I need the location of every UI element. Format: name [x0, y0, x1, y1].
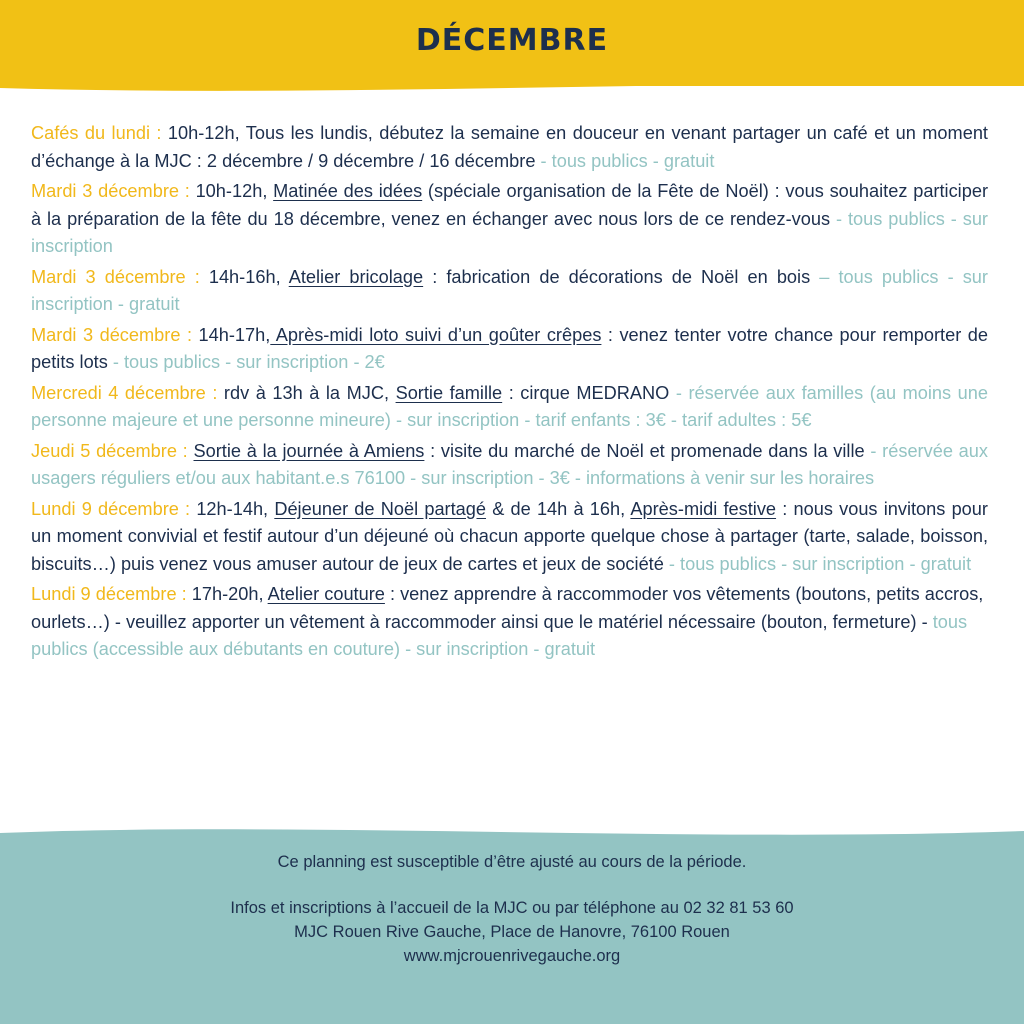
footer-contact: Infos et inscriptions à l’accueil de la MJC ou par téléphone au 02 32 81 53 60: [230, 899, 794, 917]
event-note: - tous publics - sur inscription - gratuit: [663, 553, 972, 574]
page-title: DÉCEMBRE: [415, 22, 609, 58]
event-note: - réservée aux familles (au moins une personne majeure et une personne mineure) - sur inscription - tarif enfants : 3€ - tarif adultes : 5€: [31, 382, 988, 430]
event-text: : visite du marché de Noël et promenade dans la ville: [424, 440, 865, 461]
event-note: - tous publics - sur inscription: [31, 208, 988, 256]
event-text: : nous vous invitons pour un moment convivial et festif autour d’un déjeuné où chacun apporte quelque chose à partager (tarte, salade, boisson, biscuits…) puis venez vous amuser autour de jeux de cartes et jeux de société: [31, 498, 988, 574]
event-title-2: Après-midi festive: [630, 498, 777, 519]
event-text: : venez tenter votre chance pour remporter de petits lots: [31, 324, 988, 372]
event-entry: [31, 581, 988, 664]
footer-disclaimer: Ce planning est susceptible d’être ajusté au cours de la période.: [277, 853, 747, 871]
event-time: 10h-12h,: [189, 181, 274, 201]
event-entry: [31, 438, 988, 493]
event-title: Déjeuner de Noël partagé: [274, 498, 487, 519]
event-entry: [31, 264, 988, 319]
event-entry: [31, 496, 988, 579]
event-note: – tous publics - sur inscription - gratuit: [31, 266, 988, 314]
event-time: 14h-16h,: [199, 266, 289, 287]
footer-spacer: [0, 874, 1024, 896]
events-list: [31, 120, 988, 667]
event-time: 12h-14h,: [190, 498, 275, 519]
event-date: Mercredi 4 décembre :: [31, 382, 218, 403]
event-time: rdv à 13h à la MJC,: [217, 382, 396, 403]
event-title: Atelier couture: [267, 584, 385, 604]
event-date: Lundi 9 décembre :: [31, 584, 187, 604]
event-date: Mardi 3 décembre :: [31, 266, 200, 287]
event-title: Après-midi loto suivi d’un goûter crêpes: [270, 324, 602, 345]
event-time-2: & de 14h à 16h,: [486, 498, 631, 519]
event-title: Sortie famille: [395, 382, 503, 403]
event-entry: [31, 380, 988, 435]
event-text: : cirque MEDRANO: [502, 382, 670, 403]
event-entry: [31, 178, 988, 261]
header-banner: [0, 0, 1024, 86]
event-date: Mardi 3 décembre :: [31, 181, 190, 201]
event-text: (spéciale organisation de la Fête de Noël) : vous souhaitez participer à la préparation de la fête du 18 décembre, venez en échanger avec nous lors de ce rendez-vous: [31, 181, 989, 229]
event-entry: [31, 322, 988, 377]
event-date: Mardi 3 décembre :: [31, 324, 192, 345]
event-title: Atelier bricolage: [288, 266, 424, 287]
event-note: - tous publics - gratuit: [535, 150, 715, 171]
event-date: Cafés du lundi :: [31, 123, 162, 143]
event-title: Sortie à la journée à Amiens: [193, 440, 425, 461]
footer-info: [0, 850, 1024, 968]
event-title: Matinée des idées: [273, 181, 423, 201]
header-wave-decoration: [0, 78, 1024, 98]
event-date: Jeudi 5 décembre :: [31, 440, 188, 461]
event-date: Lundi 9 décembre :: [31, 498, 191, 519]
event-time: 14h-17h,: [192, 324, 271, 345]
event-note: - tous publics - sur inscription - 2€: [107, 352, 385, 372]
event-entry: [31, 120, 988, 175]
footer-website-link[interactable]: www.mjcrouenrivegauche.org: [403, 947, 621, 965]
footer-address: MJC Rouen Rive Gauche, Place de Hanovre, 76100 Rouen: [294, 923, 730, 941]
event-time: 17h-20h,: [186, 584, 268, 604]
event-text: : fabrication de décorations de Noël en bois: [423, 266, 811, 287]
event-text: 10h-12h, Tous les lundis, débutez la semaine en douceur en venant partager un café et un moment d’échange à la MJC : 2 décembre / 9 décembre / 16 décembre: [31, 123, 988, 171]
event-text: : venez apprendre à raccommoder vos vêtements (boutons, petits accros, ourlets…) - veuillez apporter un vêtement à raccommoder ainsi que le matériel nécessaire (bouton, fermeture) -: [31, 584, 984, 632]
event-note: tous publics (accessible aux débutants en couture) - sur inscription - gratuit: [31, 611, 968, 659]
event-note: - réservée aux usagers réguliers et/ou aux habitant.e.s 76100 - sur inscription - 3€ - informations à venir sur les horaires: [31, 440, 988, 488]
